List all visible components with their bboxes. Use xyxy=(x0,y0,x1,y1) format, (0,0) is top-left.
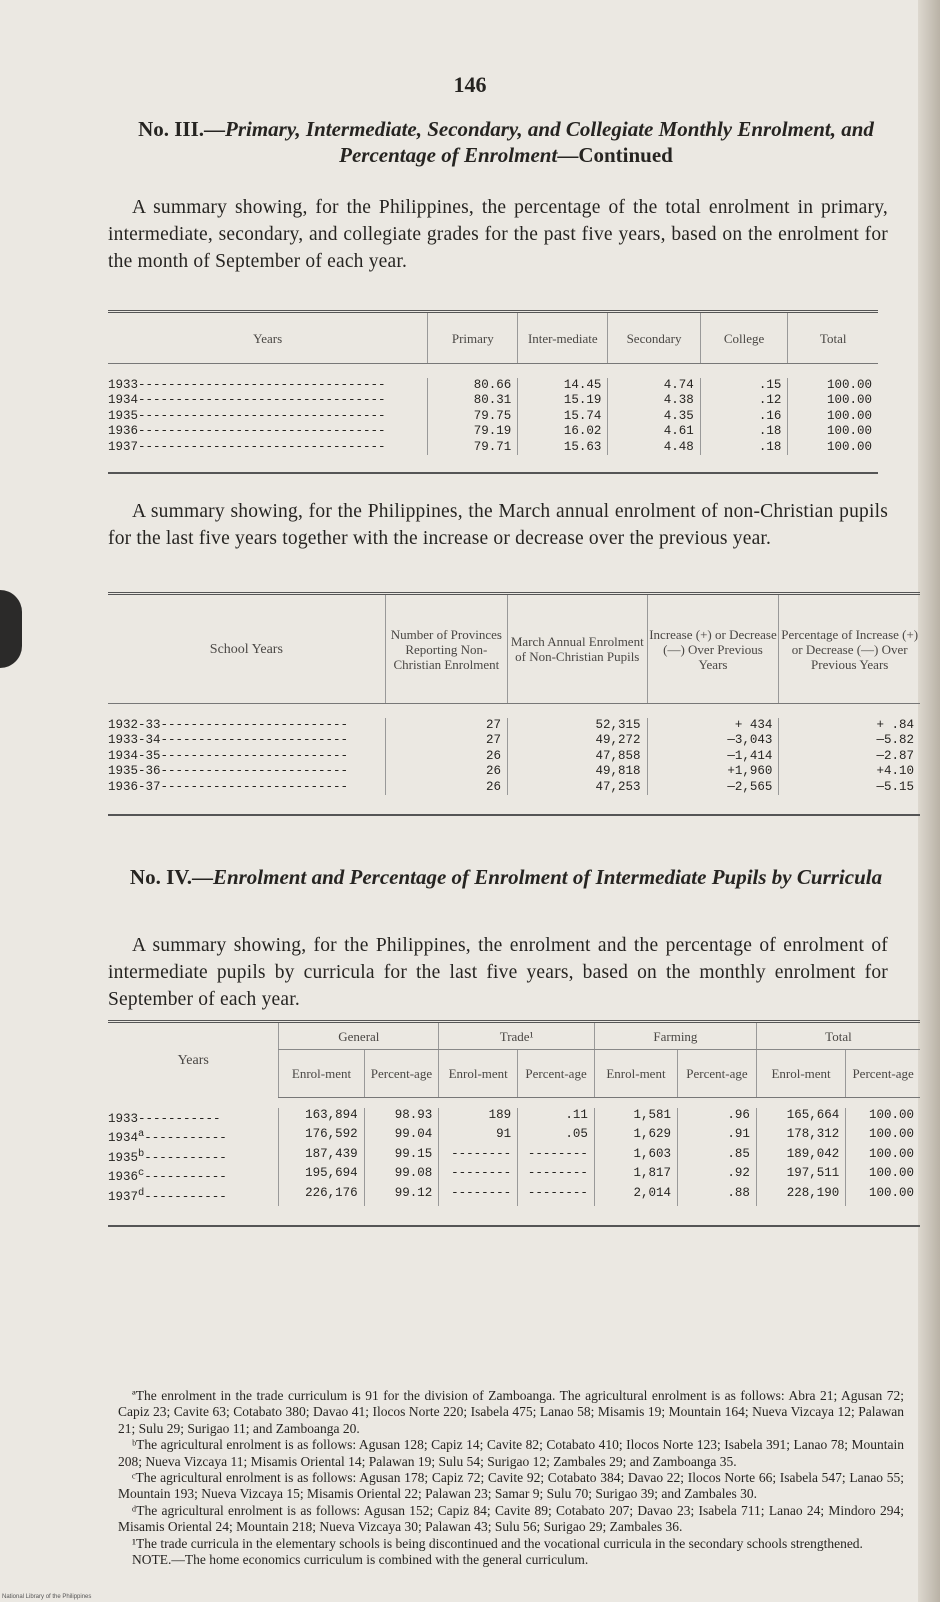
table-row: 1936$^c$----------- 195,694 99.08 -------- -------- 1,817 .92 197,511 100.00 xyxy=(108,1166,920,1186)
total-percentage-header: Percent-age xyxy=(846,1050,920,1098)
total-enrolment-header: Enrol-ment xyxy=(756,1050,845,1098)
section-3-title-prefix: No. III.— xyxy=(138,117,226,141)
footnote-b: ᵇThe agricultural enrolment is as follows: Agusan 128; Capiz 14; Cavite 82; Cotabato 410; Ilocos Norte 123; Isabela 391; Lanao 78; Mountain 208; Nueva Vizcaya 11; Misamis Oriental 14; Palawan 19; Sulu 54; Surigao 12; Zambales 29; and Zamboanga 35. xyxy=(118,1437,904,1469)
footnotes xyxy=(118,1388,904,1568)
binding-hole xyxy=(0,590,22,668)
farming-percentage-header: Percent-age xyxy=(678,1050,757,1098)
page-number: 146 xyxy=(453,72,487,97)
trade-enrolment-header: Enrol-ment xyxy=(439,1050,518,1098)
table-row: 1936-37------------------------- 26 47,253 —2,565 —5.15 xyxy=(108,780,920,796)
trade-percentage-header: Percent-age xyxy=(518,1050,595,1098)
col-increase-decrease: Increase (+) or Decrease (—) Over Previous Years xyxy=(647,594,779,704)
section-3-title-suffix: —Continued xyxy=(557,143,673,167)
table-row: 1935$^b$----------- 187,439 99.15 -------- -------- 1,603 .85 189,042 100.00 xyxy=(108,1147,920,1167)
farming-enrolment-header: Enrol-ment xyxy=(594,1050,677,1098)
footnote-a: ªThe enrolment in the trade curriculum is 91 for the division of Zamboanga. The agricultural enrolment is as follows: Abra 21; Agusan 72; Capiz 23; Cavite 63; Cotabato 380; Davao 41; Ilocos Norte 220; Isabela 475; Lanao 58; Misamis 19; Mountain 164; Nueva Vizcaya 12; Palawan 21; Sulu 29; Surigao 11; and Zamboanga 20. xyxy=(118,1388,904,1436)
group-total: Total xyxy=(756,1022,920,1050)
table-percentage-by-grade xyxy=(108,310,878,474)
group-general: General xyxy=(279,1022,439,1050)
table-row: 1932-33------------------------- 27 52,315 + 434 + .84 xyxy=(108,718,920,734)
section-4-title-prefix: No. IV.— xyxy=(129,865,213,889)
table-row: 1935--------------------------------- 79.75 15.74 4.35 .16 100.00 xyxy=(108,409,878,425)
col-college: College xyxy=(700,312,788,364)
note-home-economics: NOTE.—The home economics curriculum is combined with the general curriculum. xyxy=(132,1552,589,1568)
col-years: Years xyxy=(177,1052,209,1068)
footnote-d: ᵈThe agricultural enrolment is as follows: Agusan 152; Capiz 84; Cavite 89; Cotabato 207; Davao 23; Isabela 711; Lanao 24; Mindoro 294; Misamis Oriental 24; Mountain 218; Nueva Vizcaya 30; Palawan 43; Sulu 56; Surigao 29; Zambales 36. xyxy=(118,1502,904,1535)
section-4-title xyxy=(108,864,904,890)
summary-non-christian: A summary showing, for the Philippines, the March annual enrolment of non-Christian pupils for the last five years together with the increase or decrease over the previous year. xyxy=(108,501,888,549)
col-percentage-change: Percentage of Increase (+) or Decrease (—) Over Previous Years xyxy=(779,594,920,704)
group-trade: Trade¹ xyxy=(439,1022,595,1050)
table-row: 1936--------------------------------- 79.19 16.02 4.61 .18 100.00 xyxy=(108,424,878,440)
table-row: 1933-34------------------------- 27 49,272 —3,043 —5.82 xyxy=(108,733,920,749)
general-enrolment-header: Enrol-ment xyxy=(279,1050,364,1098)
section-3-title xyxy=(108,116,904,168)
scan-credit: National Library of the Philippines xyxy=(2,1594,92,1600)
group-farming: Farming xyxy=(594,1022,756,1050)
table-enrolment-by-curricula xyxy=(108,1020,920,1227)
col-march-enrolment: March Annual Enrolment of Non-Christian Pupils xyxy=(507,594,647,704)
general-percentage-header: Percent-age xyxy=(364,1050,439,1098)
table-row: 1934$^a$----------- 176,592 99.04 91 .05 1,629 .91 178,312 100.00 xyxy=(108,1127,920,1147)
col-total: Total xyxy=(788,312,878,364)
table-non-christian-enrolment xyxy=(108,592,920,816)
col-provinces-reporting: Number of Provinces Reporting Non-Christian Enrolment xyxy=(385,594,507,704)
group-header-row xyxy=(108,1022,920,1050)
col-primary: Primary xyxy=(428,312,518,364)
col-secondary: Secondary xyxy=(608,312,700,364)
table-row: 1937$^d$----------- 226,176 99.12 -------- -------- 2,014 .88 228,190 100.00 xyxy=(108,1186,920,1206)
col-school-years: School Years xyxy=(108,594,385,704)
table-row: 1937--------------------------------- 79.71 15.63 4.48 .18 100.00 xyxy=(108,440,878,456)
table-row: 1934-35------------------------- 26 47,858 —1,414 —2.87 xyxy=(108,749,920,765)
section-4-title-italic: Enrolment and Percentage of Enrolment of Intermediate Pupils by Curricula xyxy=(212,865,883,889)
footnote-1: ¹The trade curricula in the elementary schools is being discontinued and the vocational curricula in the secondary schools strengthened. xyxy=(132,1535,863,1551)
table-header-row xyxy=(108,312,878,364)
col-intermediate: Inter-mediate xyxy=(518,312,608,364)
table-row: 1933--------------------------------- 80.66 14.45 4.74 .15 100.00 xyxy=(108,378,878,394)
table-row: 1935-36------------------------- 26 49,818 +1,960 +4.10 xyxy=(108,764,920,780)
section-3-title-italic: Primary, Intermediate, Secondary, and Collegiate Monthly Enrolment, and Percentage of Enrolment xyxy=(225,117,874,167)
table-row: 1933----------- 163,894 98.93 189 .11 1,581 .96 165,664 100.00 xyxy=(108,1108,920,1128)
table-row: 1934--------------------------------- 80.31 15.19 4.38 .12 100.00 xyxy=(108,393,878,409)
summary-curricula: A summary showing, for the Philippines, the enrolment and the percentage of enrolment of intermediate pupils by curricula for the last five years, based on the monthly enrolment for September of each year. xyxy=(108,935,888,1010)
col-years: Years xyxy=(108,312,428,364)
footnote-c: ᶜThe agricultural enrolment is as follows: Agusan 178; Capiz 72; Cavite 92; Cotabato 384; Davao 22; Ilocos Norte 66; Isabela 547; Lanao 55; Mountain 193; Nueva Vizcaya 15; Misamis Oriental 22; Palawan 23; Samar 9; Sulu 70; Surigao 39; and Zambales 30. xyxy=(118,1470,904,1502)
page-edge-shadow xyxy=(918,0,940,1602)
summary-percentage-grades: A summary showing, for the Philippines, the percentage of the total enrolment in primary, intermediate, secondary, and collegiate grades for the past five years, based on the enrolment for the month of September of each year. xyxy=(108,197,888,272)
table-header-row xyxy=(108,594,920,704)
